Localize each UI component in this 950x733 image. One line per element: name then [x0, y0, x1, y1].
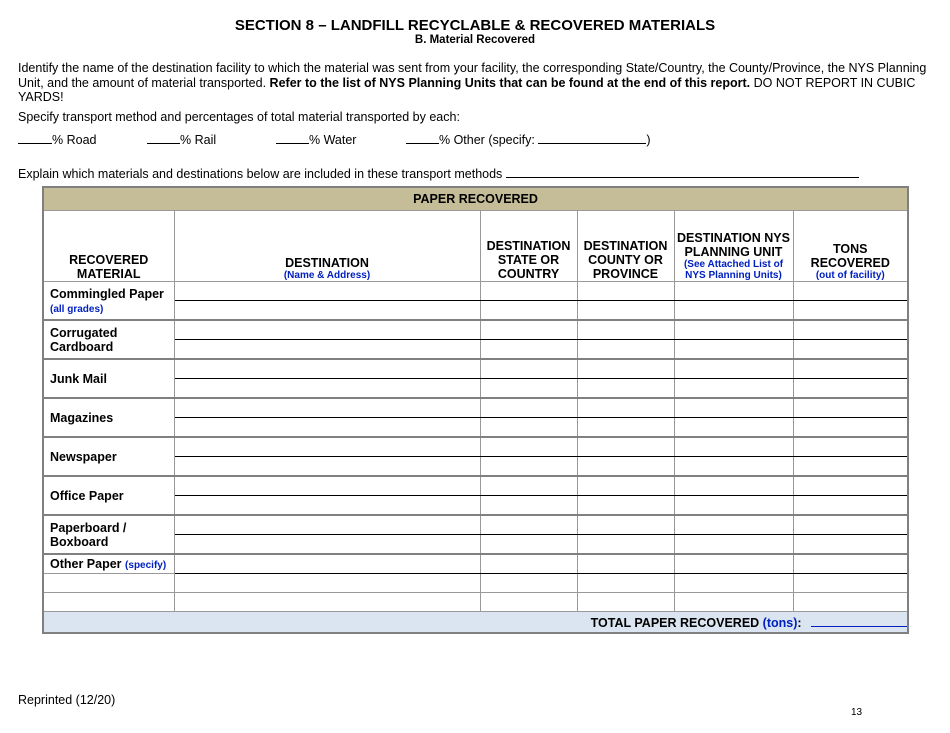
- other-field: [406, 131, 651, 147]
- planning-input[interactable]: [674, 418, 793, 438]
- county-input[interactable]: [577, 476, 674, 496]
- other-specify-input[interactable]: [538, 131, 646, 144]
- col-header-material: [43, 211, 174, 282]
- material-cell: [43, 437, 174, 476]
- state-input[interactable]: [480, 379, 577, 399]
- material-cell: [43, 320, 174, 359]
- destination-input[interactable]: [174, 398, 480, 418]
- county-input[interactable]: [577, 437, 674, 457]
- col-state-label: DESTINATION STATE OR COUNTRY: [486, 239, 571, 281]
- destination-input[interactable]: [174, 593, 480, 612]
- material-label: Junk Mail: [50, 371, 107, 386]
- state-input[interactable]: [480, 476, 577, 496]
- tons-input[interactable]: [793, 476, 908, 496]
- material-label: Magazines: [50, 410, 114, 425]
- col-tons-sub: (out of facility): [815, 270, 885, 281]
- tons-input[interactable]: [793, 437, 908, 457]
- state-input[interactable]: [480, 418, 577, 438]
- planning-input[interactable]: [674, 340, 793, 360]
- instructions-warning: DO NOT REPORT IN CUBIC YARDS!: [18, 75, 916, 104]
- county-input[interactable]: [577, 418, 674, 438]
- county-input[interactable]: [577, 398, 674, 418]
- destination-input[interactable]: [174, 320, 480, 340]
- table-band-title: PAPER RECOVERED: [43, 187, 908, 211]
- col-header-tons: [793, 211, 908, 282]
- table-row: [43, 359, 908, 379]
- planning-input[interactable]: [674, 554, 793, 574]
- county-input[interactable]: [577, 379, 674, 399]
- material-label: Commingled Paper: [50, 286, 164, 301]
- tons-input[interactable]: [793, 379, 908, 399]
- planning-input[interactable]: [674, 301, 793, 321]
- county-input[interactable]: [577, 340, 674, 360]
- state-input[interactable]: [480, 301, 577, 321]
- table-row: [43, 476, 908, 496]
- col-header-planning: [674, 211, 793, 282]
- county-input[interactable]: [577, 535, 674, 555]
- col-tons-label: TONS RECOVERED: [810, 242, 890, 270]
- table-row: [43, 320, 908, 340]
- page-title: SECTION 8 – LANDFILL RECYCLABLE & RECOVERED MATERIALS: [234, 17, 716, 34]
- explain-field: [18, 165, 859, 181]
- table-row: [43, 554, 908, 574]
- rail-field: [147, 131, 216, 147]
- planning-input[interactable]: [674, 496, 793, 516]
- reprinted-note: Reprinted (12/20): [18, 693, 116, 707]
- rail-label: % Rail: [180, 133, 217, 147]
- page-subtitle: B. Material Recovered: [414, 34, 536, 46]
- col-planning-sub: (See Attached List of NYS Planning Units): [683, 259, 784, 281]
- planning-input[interactable]: [674, 359, 793, 379]
- table-row: [43, 593, 908, 612]
- county-input[interactable]: [577, 359, 674, 379]
- tons-input[interactable]: [793, 515, 908, 535]
- destination-input[interactable]: [174, 535, 480, 555]
- table-row: [43, 574, 908, 593]
- col-header-state: [480, 211, 577, 282]
- planning-input[interactable]: [674, 282, 793, 301]
- state-input[interactable]: [480, 574, 577, 593]
- state-input[interactable]: [480, 457, 577, 477]
- tons-input[interactable]: [793, 457, 908, 477]
- water-percent-input[interactable]: [276, 131, 309, 144]
- material-label: Newspaper: [50, 449, 117, 464]
- road-field: [18, 131, 96, 147]
- planning-input[interactable]: [674, 398, 793, 418]
- county-input[interactable]: [577, 496, 674, 516]
- total-row: [43, 612, 908, 634]
- water-label: % Water: [309, 133, 357, 147]
- material-label: Corrugated Cardboard: [50, 325, 118, 354]
- state-input[interactable]: [480, 554, 577, 574]
- total-colon: :: [797, 615, 802, 630]
- col-county-label: DESTINATION COUNTY OR PROVINCE: [583, 239, 668, 281]
- col-destination-sub: (Name & Address): [283, 270, 371, 281]
- road-label: % Road: [52, 133, 97, 147]
- planning-input[interactable]: [674, 457, 793, 477]
- state-input[interactable]: [480, 496, 577, 516]
- destination-input[interactable]: [174, 496, 480, 516]
- tons-input[interactable]: [793, 301, 908, 321]
- tons-input[interactable]: [793, 496, 908, 516]
- county-input[interactable]: [577, 457, 674, 477]
- county-input[interactable]: [577, 593, 674, 612]
- tons-input[interactable]: [793, 535, 908, 555]
- col-planning-label: DESTINATION NYS PLANNING UNIT: [677, 231, 790, 259]
- total-cell: [43, 612, 908, 634]
- col-destination-label: DESTINATION: [285, 256, 369, 270]
- material-label: Other Paper: [50, 557, 122, 571]
- state-input[interactable]: [480, 398, 577, 418]
- instructions-text: Identify the name of the destination facility to which the material was sent from your facility, the corresponding State/Country, the County/Province, the NYS Planning Unit, and the amount of material transported.: [18, 61, 927, 90]
- destination-input[interactable]: [174, 476, 480, 496]
- county-input[interactable]: [577, 554, 674, 574]
- material-cell: [43, 476, 174, 515]
- state-input[interactable]: [480, 437, 577, 457]
- planning-input[interactable]: [674, 574, 793, 593]
- destination-input[interactable]: [174, 282, 480, 301]
- destination-input[interactable]: [174, 437, 480, 457]
- state-input[interactable]: [480, 320, 577, 340]
- tons-input[interactable]: [793, 282, 908, 301]
- table-row: [43, 282, 908, 301]
- planning-input[interactable]: [674, 320, 793, 340]
- col-header-county: [577, 211, 674, 282]
- table-row: [43, 437, 908, 457]
- explain-label: Explain which materials and destinations below are included in these transport methods: [18, 167, 503, 181]
- explain-input[interactable]: [506, 165, 859, 178]
- water-field: [276, 131, 356, 147]
- state-input[interactable]: [480, 340, 577, 360]
- planning-input[interactable]: [674, 476, 793, 496]
- road-percent-input[interactable]: [18, 131, 52, 144]
- state-input[interactable]: [480, 535, 577, 555]
- state-input[interactable]: [480, 359, 577, 379]
- tons-input[interactable]: [793, 554, 908, 574]
- planning-input[interactable]: [674, 535, 793, 555]
- planning-input[interactable]: [674, 379, 793, 399]
- destination-input[interactable]: [174, 457, 480, 477]
- material-cell: [43, 554, 174, 574]
- state-input[interactable]: [480, 593, 577, 612]
- destination-input[interactable]: [174, 301, 480, 321]
- other-material-input[interactable]: [43, 574, 174, 593]
- other-label: % Other (specify:: [439, 133, 535, 147]
- total-unit: (tons): [762, 615, 798, 630]
- planning-input[interactable]: [674, 515, 793, 535]
- material-sub: (specify): [125, 560, 167, 571]
- col-material-label: RECOVERED MATERIAL: [69, 253, 149, 281]
- total-label: TOTAL PAPER RECOVERED: [590, 615, 760, 630]
- state-input[interactable]: [480, 282, 577, 301]
- col-header-destination: [174, 211, 480, 282]
- rail-percent-input[interactable]: [147, 131, 180, 144]
- other-percent-input[interactable]: [406, 131, 439, 144]
- destination-input[interactable]: [174, 574, 480, 593]
- page-number: 13: [851, 707, 863, 718]
- table-row: [43, 515, 908, 535]
- destination-input[interactable]: [174, 515, 480, 535]
- destination-input[interactable]: [174, 359, 480, 379]
- material-sub: (all grades): [50, 303, 104, 315]
- material-cell: [43, 359, 174, 398]
- destination-input[interactable]: [174, 340, 480, 360]
- transport-prompt: Specify transport method and percentages of total material transported by each:: [18, 110, 460, 124]
- material-cell: [43, 398, 174, 437]
- state-input[interactable]: [480, 515, 577, 535]
- planning-input[interactable]: [674, 593, 793, 612]
- county-input[interactable]: [577, 320, 674, 340]
- material-cell: [43, 282, 174, 321]
- planning-input[interactable]: [674, 437, 793, 457]
- destination-input[interactable]: [174, 554, 480, 574]
- tons-input[interactable]: [793, 359, 908, 379]
- other-close: ): [646, 133, 651, 147]
- instructions-bold: Refer to the list of NYS Planning Units that can be found at the end of this report.: [269, 75, 751, 90]
- material-label: Paperboard / Boxboard: [50, 520, 127, 549]
- tons-input[interactable]: [793, 398, 908, 418]
- paper-recovered-table: [42, 186, 909, 634]
- table-row: [43, 398, 908, 418]
- county-input[interactable]: [577, 282, 674, 301]
- total-tons-input[interactable]: [811, 615, 907, 627]
- tons-input[interactable]: [793, 574, 908, 593]
- destination-input[interactable]: [174, 379, 480, 399]
- county-input[interactable]: [577, 301, 674, 321]
- county-input[interactable]: [577, 515, 674, 535]
- other-material-input[interactable]: [43, 593, 174, 612]
- destination-input[interactable]: [174, 418, 480, 438]
- tons-input[interactable]: [793, 340, 908, 360]
- instructions-paragraph: [18, 61, 933, 105]
- tons-input[interactable]: [793, 593, 908, 612]
- county-input[interactable]: [577, 574, 674, 593]
- tons-input[interactable]: [793, 418, 908, 438]
- material-label: Office Paper: [50, 488, 124, 503]
- tons-input[interactable]: [793, 320, 908, 340]
- material-cell: [43, 515, 174, 554]
